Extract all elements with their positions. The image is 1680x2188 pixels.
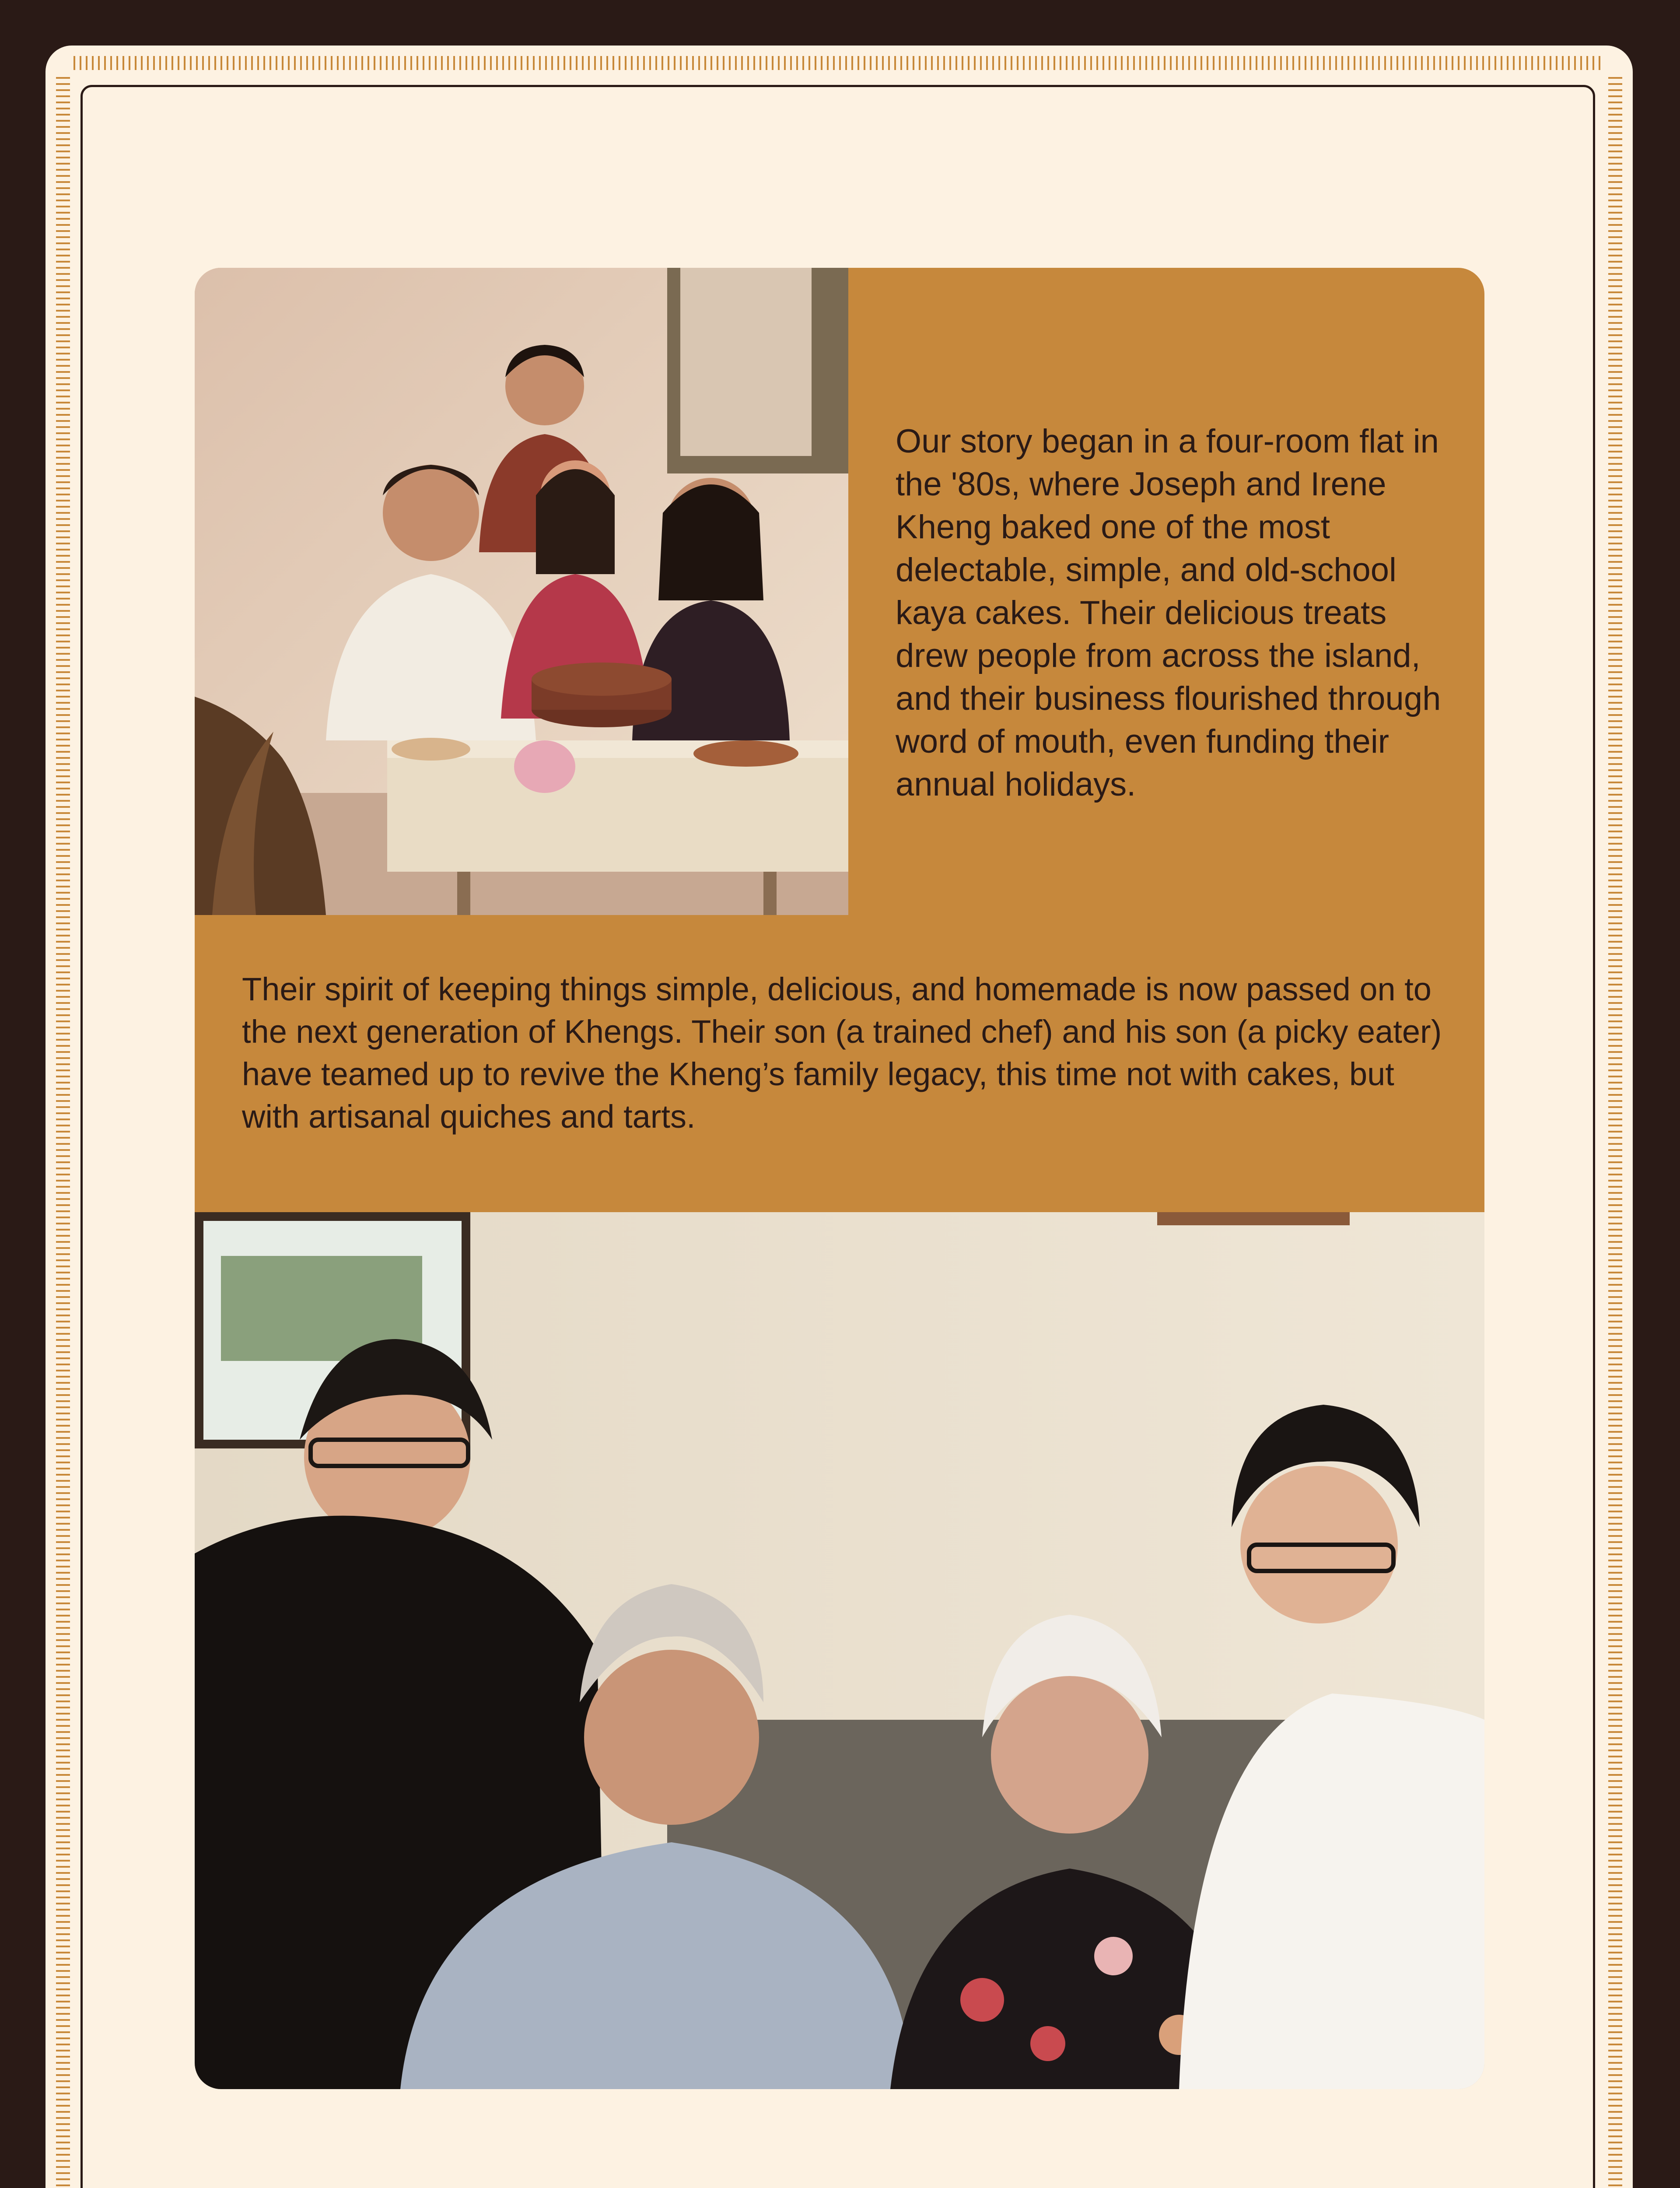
story-legacy-text: Their spirit of keeping things simple, delicious, and homemade is now passed on to the next generation of Khengs. Their son (a trained chef) and his son (a picky eater) have teamed up to revive the Kheng’s family legacy, this time not with cakes, but with artisanal quiches and tarts. — [242, 971, 1442, 1135]
vintage-family-photo — [195, 268, 848, 915]
brochure-page — [46, 46, 1633, 2188]
present-day-family-photo — [195, 1212, 1484, 2089]
story-card — [195, 268, 1484, 2089]
vintage-family-photo-image — [195, 268, 848, 915]
present-day-family-photo-image — [195, 1212, 1484, 2089]
story-intro-text: Our story began in a four-room flat in the '80s, where Joseph and Irene Kheng baked one of the most delectable, simple, and old-school kaya cakes. Their delicious treats drew people from across the island, and their business flourished through word of mouth, even funding their annual holidays. — [896, 423, 1441, 803]
